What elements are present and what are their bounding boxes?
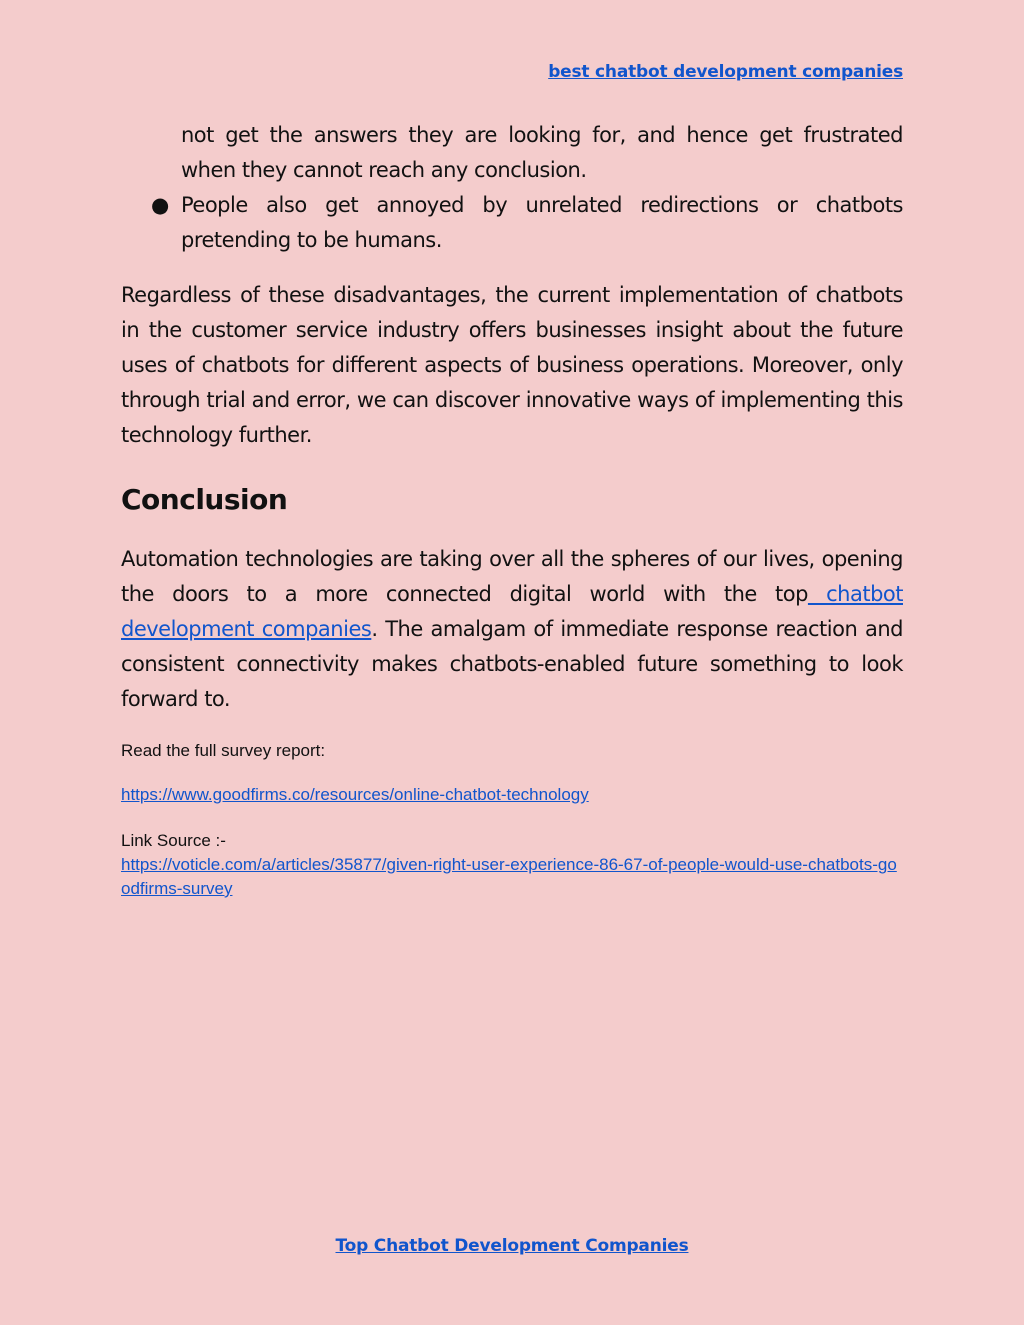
list-item-text: not get the answers they are looking for, and hence get frustrated when they cannot reach any conclusion. [181, 123, 903, 182]
header-link[interactable]: best chatbot development companies [548, 62, 903, 82]
paragraph-disadvantages: Regardless of these disadvantages, the current implementation of chatbots in the customer service industry offers businesses insight about the future uses of chatbots for different aspects of business operations. Moreover, only through trial and error, we can discover innovative ways of implementing this technology further. [121, 283, 903, 447]
list-item [121, 188, 903, 258]
conclusion-text-start: Automation technologies are taking over all the spheres of our lives, opening the doors to a more connected digital world with the top [121, 547, 903, 606]
survey-label: Read the full survey report: [121, 741, 326, 760]
link-source-label: Link Source :- [121, 831, 226, 850]
list-item-continued [121, 118, 903, 188]
bullet-icon: ● [151, 193, 169, 217]
paragraph-conclusion [121, 542, 903, 717]
chatbot-companies-link[interactable]: chatbot development companies [121, 582, 903, 641]
conclusion-heading: Conclusion [121, 483, 288, 516]
link-source-block [121, 829, 903, 901]
link-source-url[interactable]: https://voticle.com/a/articles/35877/given-right-user-experience-86-67-of-people-would-use-chatbots-goodfirms-survey [121, 855, 897, 898]
footer-link[interactable]: Top Chatbot Development Companies [335, 1236, 689, 1256]
survey-report-link[interactable]: https://www.goodfirms.co/resources/online-chatbot-technology [121, 785, 589, 804]
document-body [121, 118, 903, 901]
list-item-text: People also get annoyed by unrelated redirections or chatbots pretending to be humans. [181, 193, 903, 252]
bullet-list [121, 118, 903, 258]
conclusion-text-end: . The amalgam of immediate response reaction and consistent connectivity makes chatbots-enabled future something to look forward to. [121, 617, 903, 711]
